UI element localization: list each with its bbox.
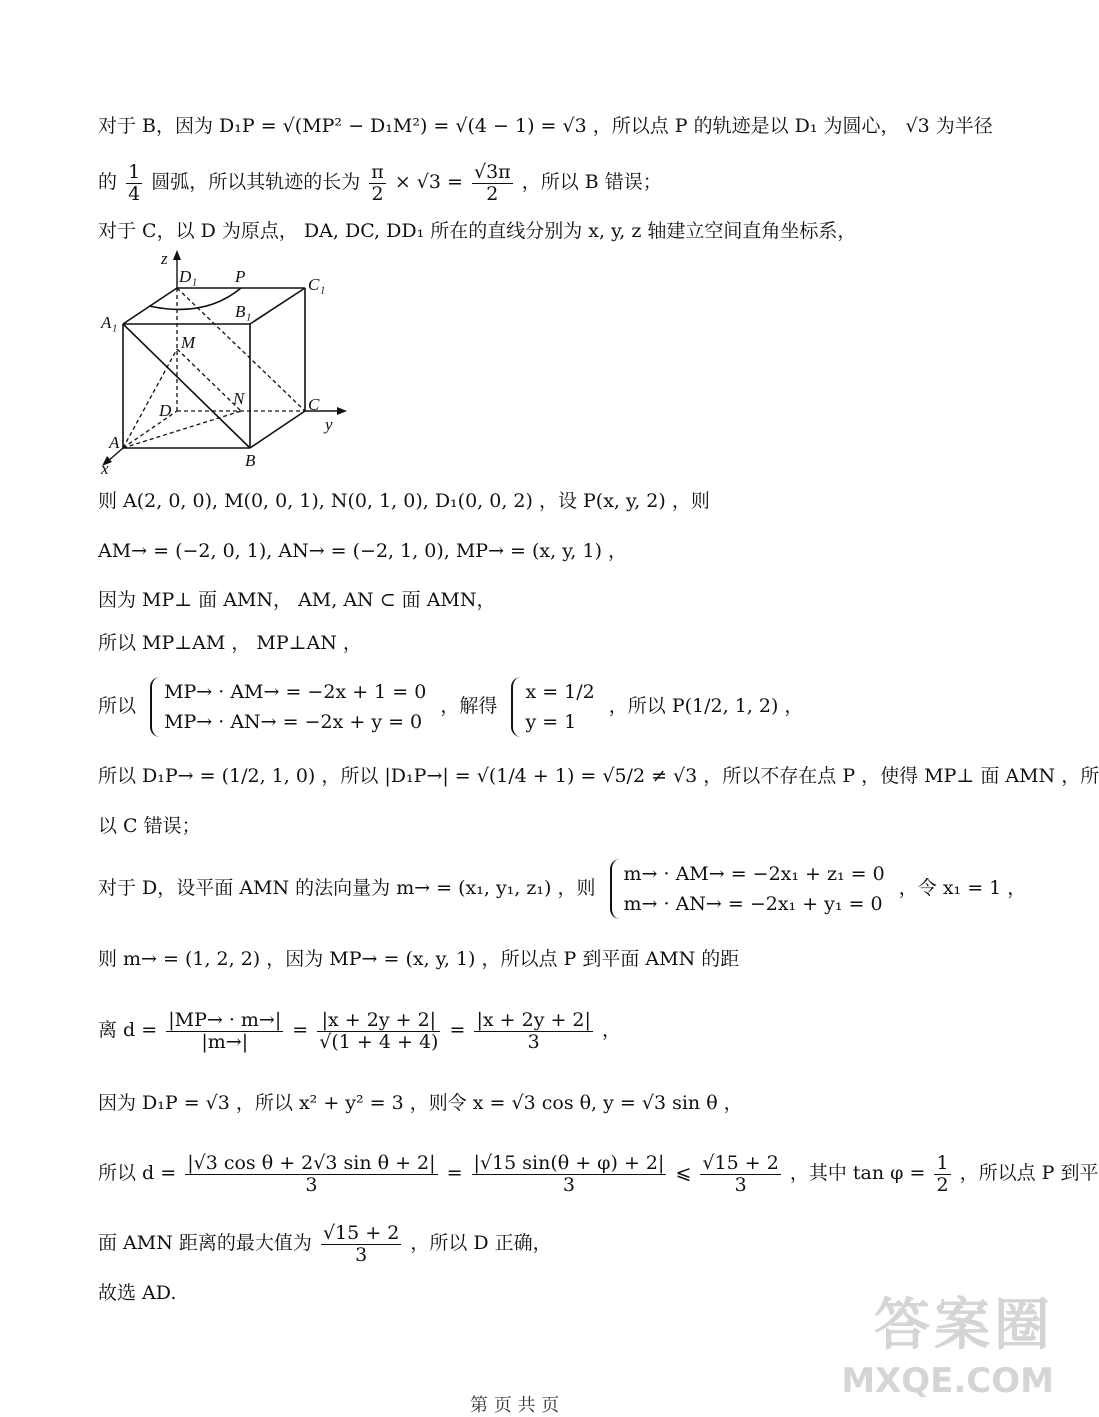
segment-m-n: [177, 349, 241, 411]
text-span: ⩽: [675, 1162, 692, 1184]
text-span: 圆弧，所以其轨迹的长为: [151, 171, 361, 193]
text-line-4: 则 A(2, 0, 0), M(0, 0, 1), N(0, 1, 0), D₁(0, 0, 2) ，设 P(x, y, 2) ，则: [98, 490, 710, 512]
label-m: M: [181, 333, 196, 352]
fraction-distance-3: $\frac{|x + 2y + 2|}{3}$: [476, 1008, 591, 1053]
text-span: =: [292, 1019, 309, 1041]
watermark-top: 答案圈: [874, 1293, 1054, 1358]
text-span: ，所以 P(1/2, 1, 2) ，: [608, 695, 804, 717]
fraction-d-combined: $\frac{|√15 \sin(\theta + \varphi) + 2|}{3}$: [473, 1151, 665, 1196]
text-span: ，解得: [440, 695, 498, 717]
fraction-pi-half: $\frac{\pi}{2}$: [371, 160, 384, 205]
text-span: 面 AMN 距离的最大值为: [98, 1232, 312, 1254]
text-line-5: AM→ = (−2, 0, 1), AN→ = (−2, 1, 0), MP→ = (x, y, 1) ，: [98, 540, 628, 562]
system-row: m→ · AM→ = −2x₁ + z₁ = 0: [623, 863, 885, 885]
label-c: C: [308, 395, 320, 414]
text-line-14: 因为 D₁P = √3 ，所以 x² + y² = 3 ，则令 x = √3 cos θ, y = √3 sin θ ，: [98, 1092, 743, 1114]
label-a: A: [109, 433, 120, 452]
text-line-1: 对于 B，因为 D₁P = √(MP² − D₁M²) = √(4 − 1) = √3 ，所以点 P 的轨迹是以 D₁ 为圆心， √3 为半径: [98, 115, 993, 137]
text-span: ，所以 D 正确，: [410, 1232, 552, 1254]
text-span: =: [446, 1162, 463, 1184]
text-line-17: 故选 AD.: [98, 1282, 177, 1304]
equation-system-normal-vector: [610, 859, 885, 919]
fraction-d-trig: $\frac{\text{|√3 cos θ + 2√3 sin θ + 2|}}{3}$: [187, 1151, 436, 1196]
text-line-8: [98, 676, 1020, 737]
label-y: y: [325, 415, 333, 434]
label-d: D: [159, 401, 172, 420]
text-span: ，其中 tan φ =: [789, 1162, 926, 1184]
edge-c1-b1: [250, 288, 305, 324]
text-line-10: 以 C 错误；: [98, 815, 201, 837]
segment-a-m: [123, 349, 177, 448]
text-span: 离 d =: [98, 1019, 158, 1041]
watermark: [841, 1281, 1054, 1401]
text-line-12: 则 m→ = (1, 2, 2) ，因为 MP→ = (x, y, 1) ，所以点 P 到平面 AMN 的距: [98, 948, 740, 970]
cube-figure: [95, 248, 355, 480]
text-span: 的: [98, 171, 118, 193]
system-row: m→ · AN→ = −2x₁ + y₁ = 0: [623, 893, 883, 915]
text-line-11: [98, 858, 1027, 919]
label-z: z: [161, 249, 168, 268]
text-span: 所以 d =: [98, 1162, 177, 1184]
label-b1: B₁: [235, 302, 252, 321]
page-footer: 第 页 共 页: [470, 1395, 560, 1416]
text-line-2: [98, 160, 1020, 204]
text-span: =: [449, 1019, 466, 1041]
system-row: y = 1: [525, 711, 577, 733]
label-n: N: [233, 389, 245, 408]
text-span: ，所以点 P 到平: [959, 1162, 1099, 1184]
text-line-13: [98, 1000, 1020, 1060]
label-b: B: [245, 451, 256, 470]
y-axis-arrow: [337, 407, 347, 415]
arc-p-trajectory: [149, 288, 241, 309]
text-line-6: 因为 MP⊥ 面 AMN， AM, AN ⊂ 面 AMN，: [98, 589, 496, 611]
label-p: P: [235, 267, 246, 286]
text-line-16: [98, 1215, 1020, 1271]
edge-b-c: [250, 411, 305, 448]
fraction-result: $\frac{√3\pi}{2}$: [473, 160, 511, 205]
text-span: × √3 =: [394, 171, 463, 193]
system-row: x = 1/2: [525, 681, 595, 703]
fraction-distance-1: $\frac{|MP\to \cdot m\to|}{|m\to|}$: [168, 1008, 282, 1053]
text-line-15: [98, 1143, 1099, 1203]
label-x: x: [101, 459, 109, 478]
label-d1: D₁: [179, 267, 198, 286]
label-c1: C₁: [308, 275, 326, 294]
z-axis-arrow: [173, 250, 181, 260]
text-span: ，令 x₁ = 1 ，: [898, 877, 1027, 899]
fraction-tan: $\frac{1}{2}$: [936, 1151, 949, 1196]
text-span: ，: [601, 1019, 621, 1041]
fraction-d-bound: $\frac{√15 + 2}{3}$: [702, 1151, 779, 1196]
fraction-quarter: $\frac{1}{4}$: [128, 160, 141, 205]
equation-system-solution: [511, 677, 594, 737]
text-line-3: 对于 C，以 D 为原点， DA, DC, DD₁ 所在的直线分别为 x, y, z 轴建立空间直角坐标系，: [98, 220, 857, 242]
text-span: ，所以 B 错误；: [521, 171, 662, 193]
fraction-distance-2: $\frac{|x + 2y + 2|}{√(1 + 4 + 4)}$: [319, 1008, 439, 1053]
system-row: MP→ · AN→ = −2x + y = 0: [164, 711, 423, 733]
label-a1: A₁: [101, 313, 118, 332]
equation-system-perpendicular: [150, 677, 426, 737]
watermark-bottom: MXQE.COM: [841, 1361, 1054, 1401]
text-span: 对于 D，设平面 AMN 的法向量为 m→ = (x₁, y₁, z₁) ，则: [98, 877, 596, 899]
text-line-7: 所以 MP⊥AM ， MP⊥AN ，: [98, 632, 362, 654]
system-row: MP→ · AM→ = −2x + 1 = 0: [164, 681, 427, 703]
text-span: 所以: [98, 695, 137, 717]
fraction-max-distance: $\frac{√15 + 2}{3}$: [322, 1221, 400, 1266]
text-line-9: 所以 D₁P→ = (1/2, 1, 0) ，所以 |D₁P→| = √(1/4 + 1) = √5/2 ≠ √3 ，所以不存在点 P ，使得 MP⊥ 面 AMN ，所: [98, 765, 1099, 787]
